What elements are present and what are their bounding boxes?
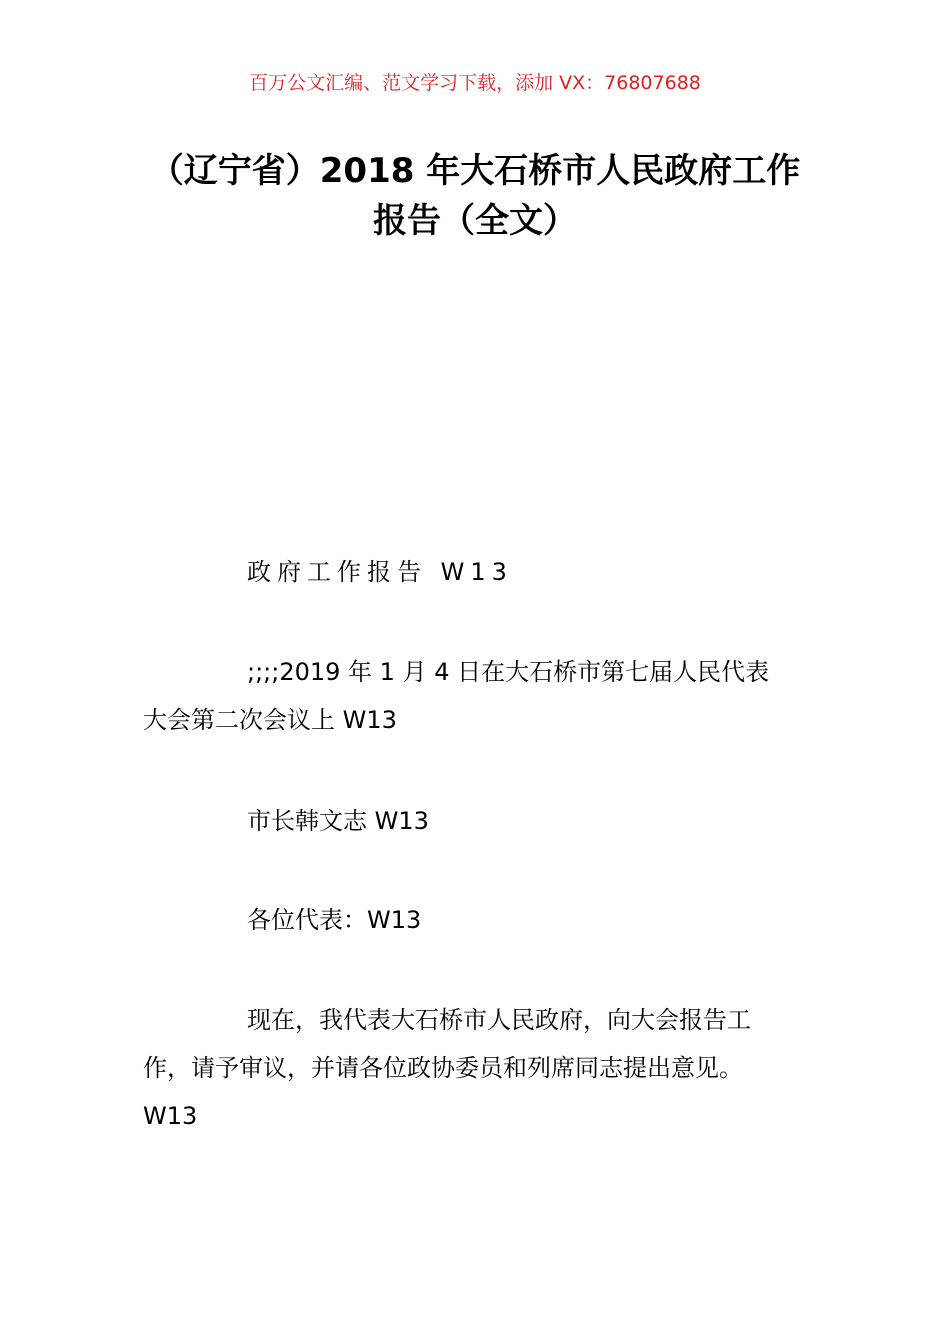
header-note: 百万公文汇编、范文学习下载，添加 VX：76807688 — [249, 72, 701, 94]
body-line-1: 现在，我代表大石桥市人民政府，向大会报告工 — [247, 1006, 751, 1034]
title-line-1: （辽宁省）2018 年大石桥市人民政府工作 — [149, 151, 801, 191]
meeting-line-1: ;;;;2019 年 1 月 4 日在大石桥市第七届人民代表 — [247, 658, 770, 686]
salutation-paragraph — [143, 896, 823, 944]
title-line-2: 报告（全文） — [373, 201, 577, 241]
report-heading-paragraph — [143, 548, 823, 596]
body-line-3: W13 — [143, 1102, 198, 1130]
speaker-name: 市长韩文志 W13 — [247, 807, 429, 835]
salutation: 各位代表：W13 — [247, 906, 422, 934]
speaker-paragraph — [143, 797, 823, 845]
body-line-2: 作，请予审议，并请各位政协委员和列席同志提出意见。 — [143, 1054, 743, 1082]
meeting-line-2: 大会第二次会议上 W13 — [143, 706, 397, 734]
document-title — [0, 146, 950, 246]
meeting-info-paragraph — [143, 648, 823, 744]
body-paragraph — [143, 996, 823, 1140]
report-heading: 政府工作报告 W13 — [247, 558, 513, 586]
